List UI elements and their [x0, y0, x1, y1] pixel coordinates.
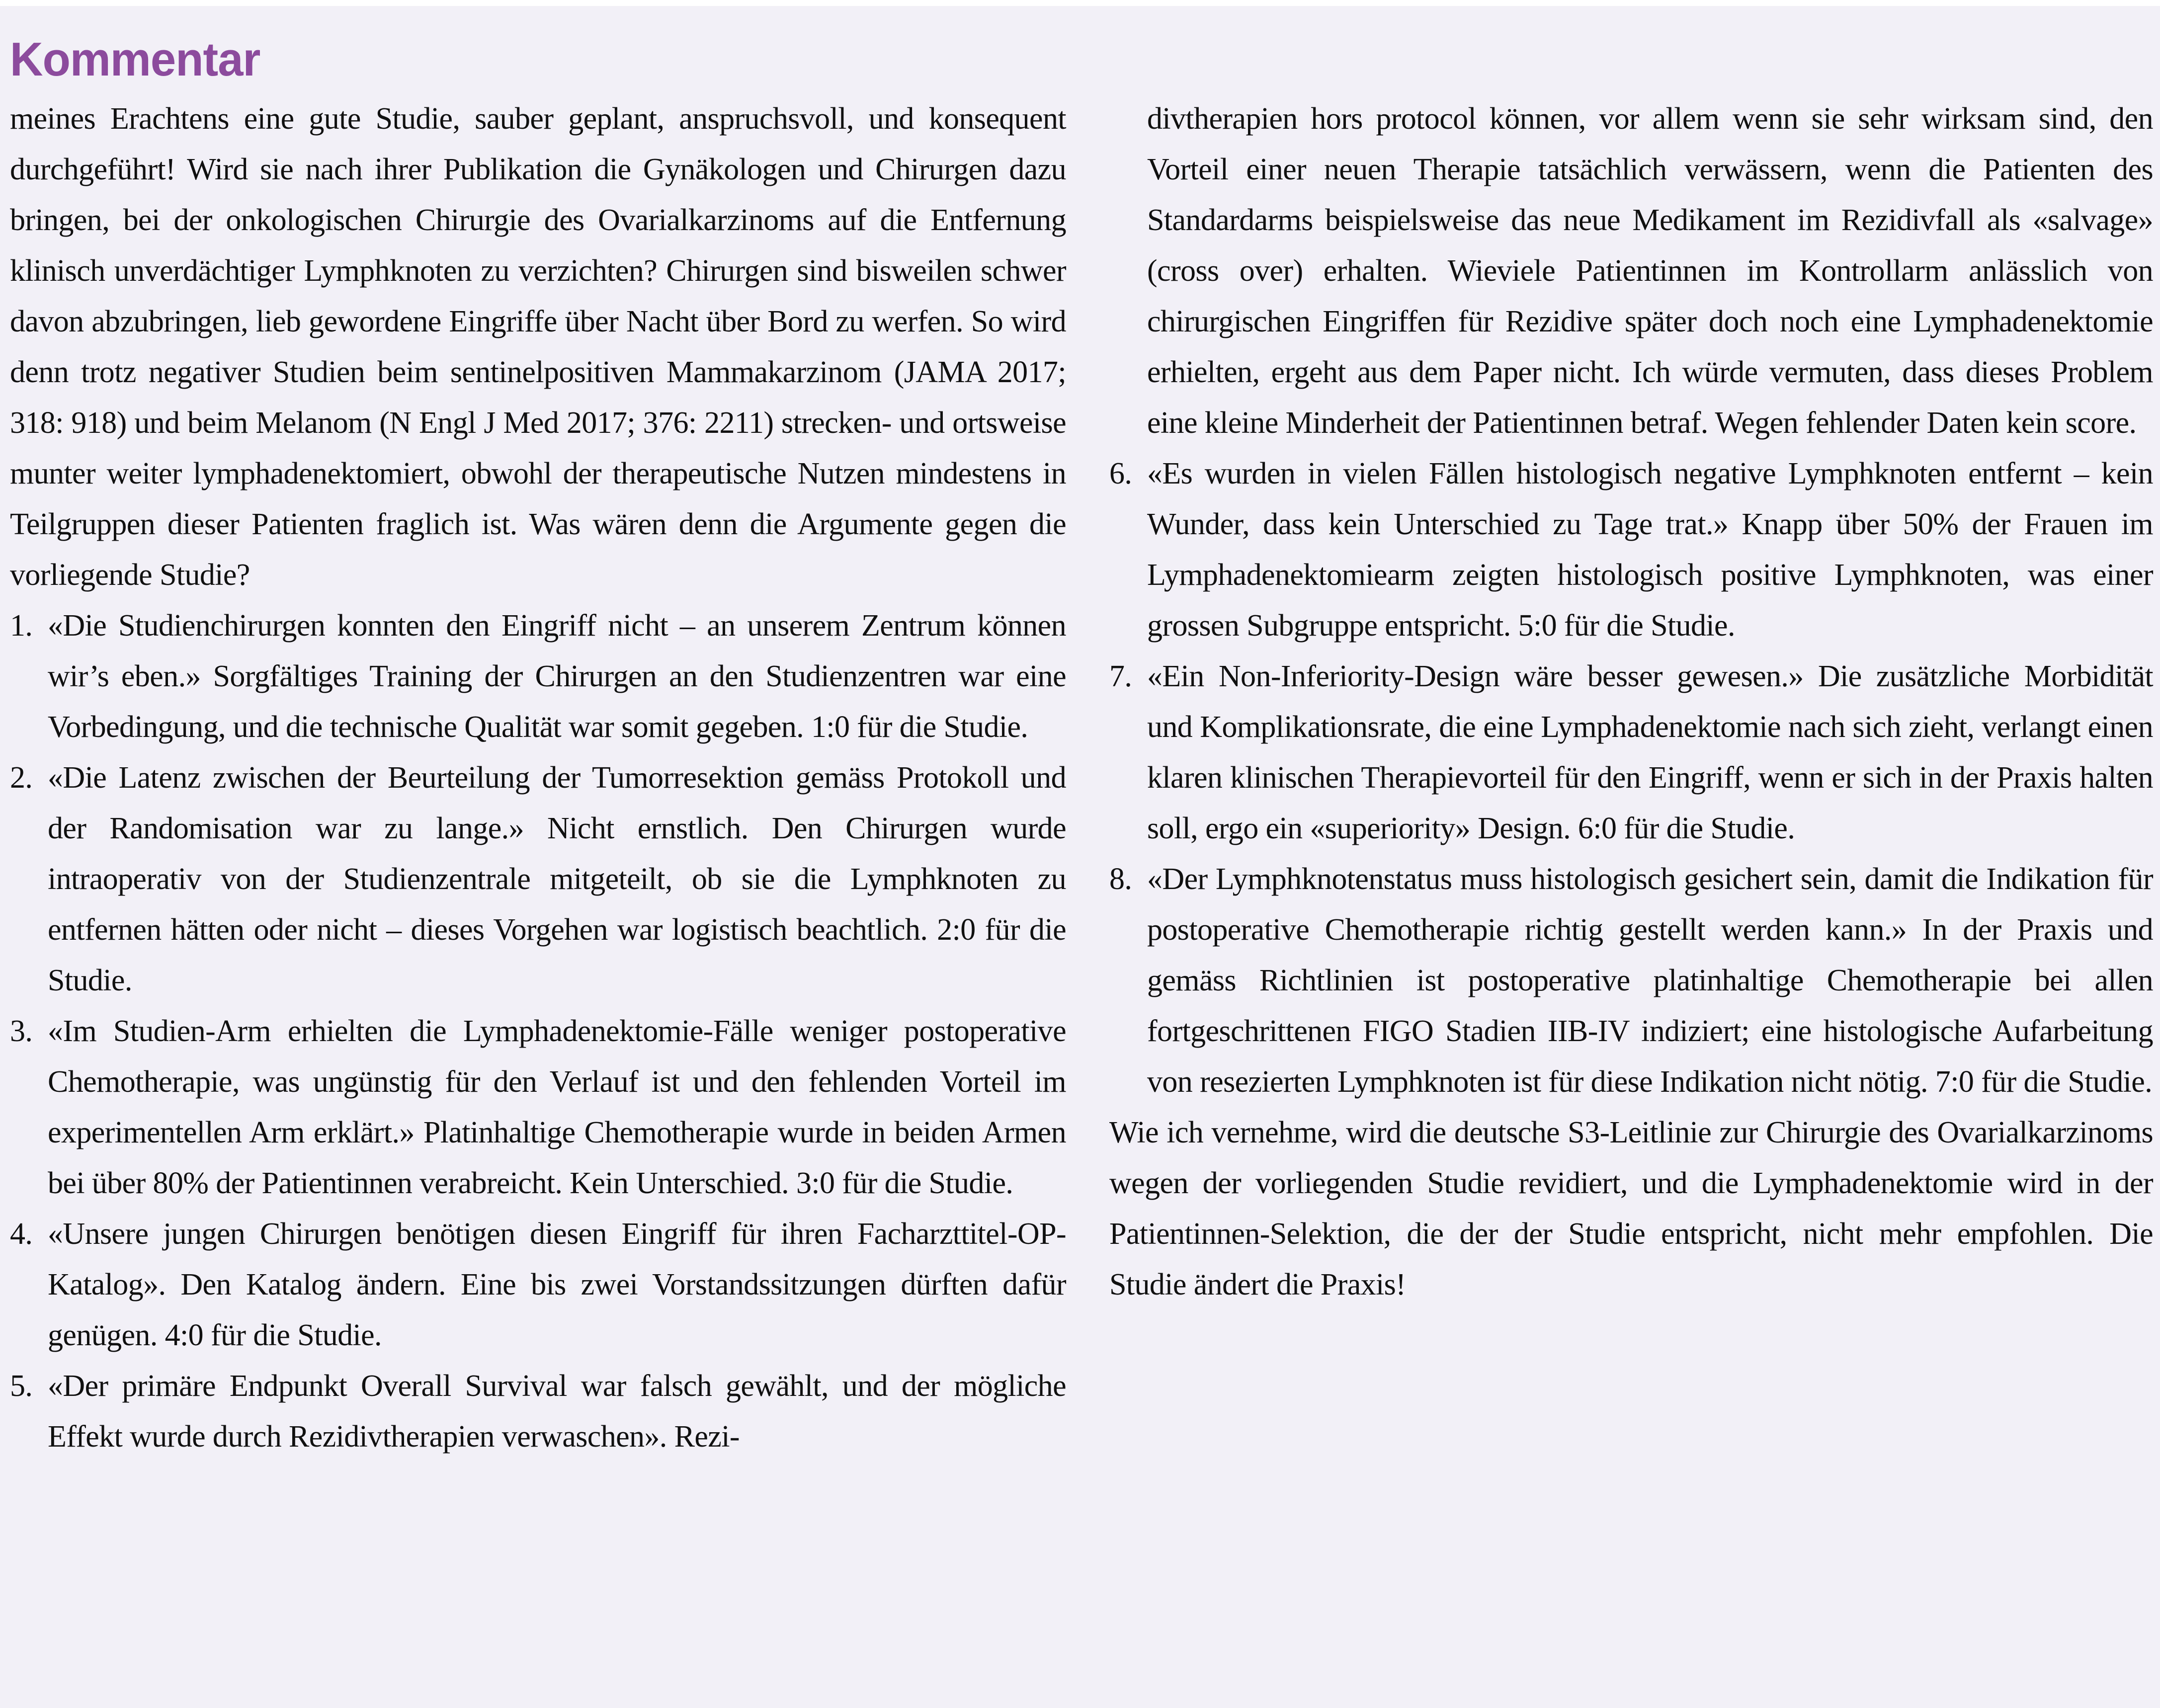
two-column-text — [0, 93, 2160, 1462]
list-item-text: «Die Latenz zwischen der Beurteilung der Tumorresektion gemäss Protokoll und der Randomisation war zu lange.» Nicht ernstlich. Den Chirurgen wurde intraoperativ von der Studienzentrale mitgeteilt, ob sie die Lymphknoten zu entfernen hätten oder nicht – dieses Vorgehen war logistisch beachtlich. 2:0 für die Studie. — [48, 761, 1066, 997]
list-item-number-empty — [1109, 93, 1147, 448]
list-item-number: 8. — [1109, 862, 1132, 896]
list-item-text: «Der Lymphknotenstatus muss histologisch gesichert sein, damit die Indikation für postoperative Chemotherapie richtig gestellt werden kann.» In der Praxis und gemäss Richtlinien ist postoperative platinhaltige Chemotherapie bei allen fortgeschrittenen FIGO Stadien IIB-IV indiziert; eine histologische Aufarbeitung von resezierten Lymphknoten ist für diese Indikation nicht nötig. 7:0 für die Studie. — [1147, 862, 2153, 1099]
list-item-number: 4. — [10, 1217, 33, 1251]
list-item-text: «Unsere jungen Chirurgen benötigen diesen Eingriff für ihren Facharzttitel-OP-Katalog». Den Katalog ändern. Eine bis zwei Vorstandssitzungen dürften dafür genügen. 4:0 für die Studie. — [48, 1217, 1066, 1352]
list-item-5 — [10, 1361, 1066, 1462]
closing-paragraph: Wie ich vernehme, wird die deutsche S3-Leitlinie zur Chirurgie des Ovarialkarzinoms wegen der vorliegenden Studie revidiert, und die Lymphadenektomie wird in der Patientinnen-Selektion, die der der Studie entspricht, nicht mehr empfohlen. Die Studie ändert die Praxis! — [1109, 1116, 2153, 1301]
left-column — [10, 93, 1066, 1462]
intro-paragraph: meines Erachtens eine gute Studie, sauber geplant, anspruchsvoll, und konsequent durchgeführt! Wird sie nach ihrer Publikation die Gynäkologen und Chirurgen dazu bringen, bei der onkologischen Chirurgie des Ovarialkarzinoms auf die Entfernung klinisch unverdächtiger Lymphknoten zu verzichten? Chirurgen sind bisweilen schwer davon abzubringen, lieb gewordene Eingriffe über Nacht über Bord zu werfen. So wird denn trotz negativer Studien beim sentinelpositiven Mammakarzinom (JAMA 2017; 318: 918) und beim Melanom (N Engl J Med 2017; 376: 2211) strecken- und ortsweise munter weiter lymphadenektomiert, obwohl der therapeutische Nutzen mindestens in Teilgruppen dieser Patienten fraglich ist. Was wären denn die Argumente gegen die vorliegende Studie? — [10, 102, 1066, 592]
list-item-7 — [1109, 651, 2153, 854]
list-item-text: «Ein Non-Inferiority-Design wäre besser gewesen.» Die zusätzliche Morbidität und Komplikationsrate, die eine Lymphadenektomie nach sich zieht, verlangt einen klaren klinischen Therapievorteil für den Eingriff, wenn er sich in der Praxis halten soll, ergo ein «superiority» Design. 6:0 für die Studie. — [1147, 659, 2153, 845]
list-item-number: 6. — [1109, 457, 1132, 490]
list-item-1 — [10, 600, 1066, 752]
list-item-text: «Es wurden in vielen Fällen histologisch negative Lymphknoten entfernt – kein Wunder, dass kein Unterschied zu Tage trat.» Knapp über 50% der Frauen im Lymphadenektomiearm zeigten histologisch positive Lymphknoten, was einer grossen Subgruppe entspricht. 5:0 für die Studie. — [1147, 457, 2153, 643]
top-margin-strip — [0, 0, 2160, 6]
right-column — [1109, 93, 2153, 1462]
list-item-8 — [1109, 854, 2153, 1107]
list-item-5-continuation — [1109, 93, 2153, 448]
list-item-text: «Der primäre Endpunkt Overall Survival war falsch gewählt, und der mögliche Effekt wurde durch Rezidivtherapien verwaschen». Rezi- — [48, 1369, 1066, 1454]
list-item-number: 7. — [1109, 659, 1132, 693]
list-item-text: «Die Studienchirurgen konnten den Eingriff nicht – an unserem Zentrum können wir’s eben.» Sorgfältiges Training der Chirurgen an den Studienzentren war eine Vorbedingung, und die technische Qualität war somit gegeben. 1:0 für die Studie. — [48, 609, 1066, 744]
page-title: Kommentar — [10, 33, 260, 86]
list-item-4 — [10, 1209, 1066, 1361]
list-item-2 — [10, 752, 1066, 1006]
commentary-box — [0, 6, 2160, 1708]
list-item-number: 2. — [10, 761, 33, 795]
list-item-number: 1. — [10, 609, 33, 643]
list-item-text: «Im Studien-Arm erhielten die Lymphadenektomie-Fälle weniger postoperative Chemotherapie, was ungünstig für den Verlauf ist und den fehlenden Vorteil im experimentellen Arm erklärt.» Platinhaltige Chemotherapie wurde in beiden Armen bei über 80% der Patientinnen verabreicht. Kein Unterschied. 3:0 für die Studie. — [48, 1014, 1066, 1200]
list-item-number: 3. — [10, 1014, 33, 1048]
list-item-3 — [10, 1006, 1066, 1209]
list-item-6 — [1109, 448, 2153, 651]
list-item-text: divtherapien hors protocol können, vor allem wenn sie sehr wirksam sind, den Vorteil einer neuen Therapie tatsächlich verwässern, wenn die Patienten des Standardarms beispielsweise das neue Medikament im Rezidivfall als «salvage» (cross over) erhalten. Wieviele Patientinnen im Kontrollarm anlässlich von chirurgischen Eingriffen für Rezidive später doch noch eine Lymphadenektomie erhielten, ergeht aus dem Paper nicht. Ich würde vermuten, dass dieses Problem eine kleine Minderheit der Patientinnen betraf. Wegen fehlender Daten kein score. — [1147, 102, 2153, 440]
list-item-number: 5. — [10, 1369, 33, 1403]
